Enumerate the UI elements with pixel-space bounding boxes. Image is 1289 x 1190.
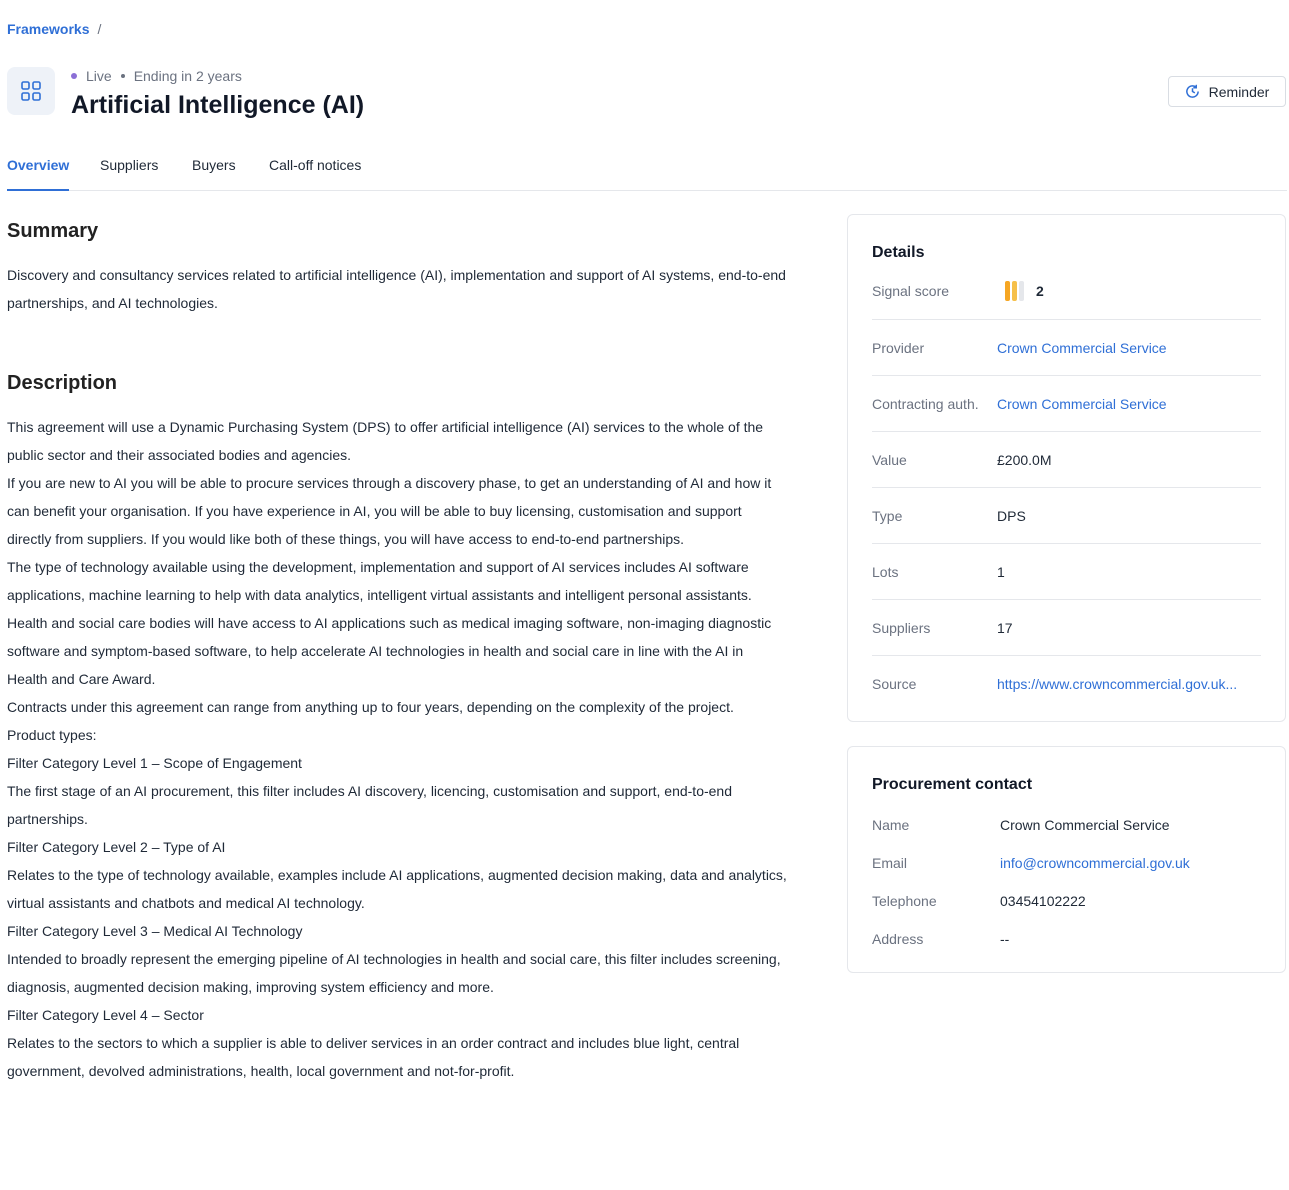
detail-label: Type	[872, 507, 903, 524]
detail-value: £200.0M	[997, 451, 1052, 468]
description-paragraph: Intended to broadly represent the emerging pipeline of AI technologies in health and social care, this filter includes screening, diagnosis, augmented decision making, improving system efficiency and more.	[7, 951, 781, 995]
detail-label: Suppliers	[872, 619, 931, 636]
description-paragraph: The type of technology available using the development, implementation and support of AI services includes AI software applications, machine learning to help with data analytics, intelligent virtual assistants and intelligent personal assistants.	[7, 559, 752, 603]
detail-label: Provider	[872, 339, 925, 356]
procurement-contact-card	[847, 746, 1286, 973]
reminder-label: Reminder	[1208, 83, 1270, 100]
tab-buyers[interactable]: Buyers	[192, 157, 236, 173]
description-paragraph: Filter Category Level 4 – Sector	[7, 1007, 204, 1023]
reminder-button[interactable]	[1168, 76, 1286, 107]
tab-call-off-notices[interactable]: Call-off notices	[269, 157, 362, 173]
contact-value: --	[1000, 931, 1010, 947]
signal-bar	[1012, 281, 1017, 301]
detail-value: DPS	[997, 507, 1026, 524]
description-title: Description	[7, 372, 118, 394]
ending-text: Ending in 2 years	[133, 68, 242, 84]
detail-row-value	[872, 432, 1261, 488]
description-paragraph: If you are new to AI you will be able to procure services through a discovery phase, to get an understanding of AI and how it can benefit your organisation. If you have experience in AI, you will be able to buy licensing, customisation and support directly from suppliers. If you would like both of these things, you will have access to end-to-end partnerships.	[7, 475, 772, 547]
detail-label: Contracting auth.	[872, 395, 979, 412]
live-dot-icon	[71, 73, 77, 79]
description-paragraph: Filter Category Level 3 – Medical AI Technology	[7, 923, 303, 939]
description-paragraph: Relates to the sectors to which a supplier is able to deliver services in an order contract and includes blue light, central government, devolved administrations, health, local government and not-for-profit.	[7, 1035, 740, 1079]
detail-row-suppliers	[872, 600, 1261, 656]
contact-label: Name	[872, 817, 910, 833]
provider-link[interactable]: Crown Commercial Service	[997, 339, 1167, 356]
contact-value: Crown Commercial Service	[1000, 817, 1170, 833]
signal-bar	[1005, 281, 1010, 301]
detail-value: 1	[997, 563, 1005, 580]
description-paragraph: Relates to the type of technology available, examples include AI applications, augmented decision making, data and analytics, virtual assistants and chatbots and medical AI technology.	[7, 867, 787, 911]
contact-row-address	[872, 920, 1261, 958]
detail-row-source	[872, 656, 1261, 711]
detail-value: 17	[997, 619, 1013, 636]
contact-label: Address	[872, 931, 924, 947]
description-paragraph: Filter Category Level 2 – Type of AI	[7, 839, 226, 855]
contact-label: Telephone	[872, 893, 937, 909]
status-line	[71, 67, 364, 85]
breadcrumb-frameworks-link[interactable]: Frameworks	[7, 21, 90, 37]
breadcrumb-separator: /	[97, 21, 102, 37]
contact-value: 03454102222	[1000, 893, 1086, 909]
page-title: Artificial Intelligence (AI)	[71, 91, 365, 119]
description-body	[7, 413, 787, 1085]
separator-dot-icon	[121, 74, 125, 78]
detail-label: Lots	[872, 563, 899, 580]
description-paragraph: This agreement will use a Dynamic Purchasing System (DPS) to offer artificial intelligence (AI) services to the whole of the public sector and their associated bodies and agencies.	[7, 419, 764, 463]
grid-icon	[7, 67, 55, 115]
contact-row-email	[872, 844, 1261, 882]
breadcrumb	[7, 21, 101, 37]
description-paragraph: Health and social care bodies will have access to AI applications such as medical imaging software, non-imaging diagnostic software and symptom-based software, to help accelerate AI technologies in health and social care in line with the AI in Health and Care Award.	[7, 615, 772, 687]
detail-row-contracting-authority	[872, 376, 1261, 432]
main-content	[7, 216, 787, 1085]
email-link[interactable]: info@crowncommercial.gov.uk	[1000, 855, 1190, 871]
detail-row-provider	[872, 320, 1261, 376]
contact-label: Email	[872, 855, 908, 871]
summary-text: Discovery and consultancy services related to artificial intelligence (AI), implementation and support of AI systems, end-to-end partnerships, and AI technologies.	[7, 267, 786, 311]
signal-bar	[1019, 281, 1024, 301]
detail-row-signal-score	[872, 263, 1261, 320]
status-badge: Live	[86, 68, 112, 84]
detail-label: Source	[872, 675, 917, 692]
summary-title: Summary	[7, 220, 99, 242]
description-paragraph: The first stage of an AI procurement, this filter includes AI discovery, licencing, customisation and support, end-to-end partnerships.	[7, 783, 732, 827]
detail-row-lots	[872, 544, 1261, 600]
detail-row-type	[872, 488, 1261, 544]
tab-suppliers[interactable]: Suppliers	[100, 157, 159, 173]
procurement-contact-title: Procurement contact	[872, 776, 1033, 793]
source-link[interactable]: https://www.crowncommercial.gov.uk...	[997, 675, 1238, 692]
details-title: Details	[872, 244, 925, 261]
detail-label: Signal score	[872, 283, 950, 299]
contact-row-name	[872, 806, 1261, 844]
contact-row-telephone	[872, 882, 1261, 920]
contracting-authority-link[interactable]: Crown Commercial Service	[997, 395, 1167, 412]
description-paragraph: Contracts under this agreement can range from anything up to four years, depending on the complexity of the project.	[7, 699, 734, 715]
details-card	[847, 214, 1286, 722]
description-paragraph: Product types:	[7, 727, 97, 743]
signal-score-bars	[1005, 281, 1024, 301]
detail-label: Value	[872, 451, 907, 468]
tab-bar	[7, 150, 1287, 191]
clock-icon	[1185, 84, 1200, 99]
description-paragraph: Filter Category Level 1 – Scope of Engagement	[7, 755, 302, 771]
page-header	[7, 67, 364, 120]
tab-overview[interactable]: Overview	[7, 157, 69, 191]
signal-score-value: 2	[1036, 283, 1044, 299]
